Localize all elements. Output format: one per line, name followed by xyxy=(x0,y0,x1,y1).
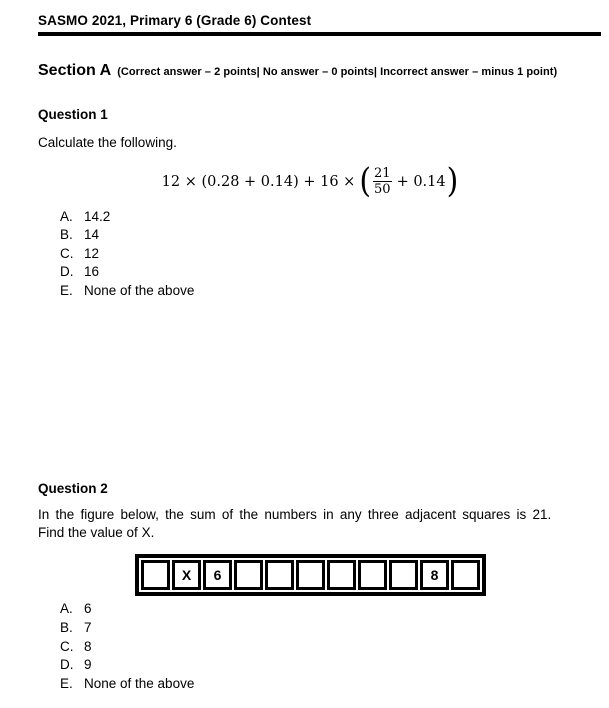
option-label: E. xyxy=(60,282,73,298)
option-text: 16 xyxy=(84,264,100,280)
option-item xyxy=(60,245,601,264)
section-a-scoring-note: (Correct answer – 2 points| No answer – 0 points| Incorrect answer – minus 1 point) xyxy=(117,66,558,78)
option-text: 7 xyxy=(84,620,92,636)
option-item xyxy=(60,282,601,301)
question-2-prompt xyxy=(38,506,583,541)
question-2-options xyxy=(38,600,601,693)
figure-cell xyxy=(141,560,170,590)
figure-cell xyxy=(234,560,263,590)
figure-cell xyxy=(327,560,356,590)
option-label: E. xyxy=(60,675,73,691)
figure-cell xyxy=(389,560,418,590)
option-item xyxy=(60,600,601,619)
figure-cell-value: 8 xyxy=(430,567,439,584)
section-a-heading xyxy=(38,62,601,80)
option-item xyxy=(60,226,601,245)
question-1-prompt: Calculate the following. xyxy=(38,135,177,150)
document-title: SASMO 2021, Primary 6 (Grade 6) Contest xyxy=(38,13,312,28)
option-text: 6 xyxy=(84,601,92,617)
option-item xyxy=(60,656,601,675)
figure-cell-value: 6 xyxy=(213,567,222,584)
question-1-title: Question 1 xyxy=(38,107,108,122)
question-1-formula xyxy=(38,160,583,204)
option-item xyxy=(60,675,601,694)
figure-cell xyxy=(265,560,294,590)
figure-cell xyxy=(203,560,232,590)
section-a-title: Section A xyxy=(38,62,112,79)
option-label: D. xyxy=(60,657,74,673)
option-text: 8 xyxy=(84,638,92,654)
fraction-denominator: 50 xyxy=(374,182,391,197)
figure-cell xyxy=(296,560,325,590)
question-2-title: Question 2 xyxy=(38,481,108,497)
figure-cell xyxy=(358,560,387,590)
option-label: B. xyxy=(60,227,73,243)
option-label: C. xyxy=(60,638,74,654)
question-2-figure-strip xyxy=(135,554,486,596)
formula-close-paren: ) xyxy=(446,161,459,201)
option-item xyxy=(60,619,601,638)
option-label: B. xyxy=(60,620,73,636)
option-item xyxy=(60,638,601,657)
option-text: None of the above xyxy=(84,675,195,691)
figure-cell-value: X xyxy=(181,567,192,584)
figure-cell xyxy=(420,560,449,590)
option-text: 14 xyxy=(84,227,100,243)
document-header xyxy=(38,13,601,36)
header-rule xyxy=(38,32,601,36)
option-item xyxy=(60,263,601,282)
option-text: None of the above xyxy=(84,282,195,298)
option-text: 9 xyxy=(84,657,92,673)
formula-tail: + 0.14 xyxy=(396,173,446,190)
option-label: C. xyxy=(60,245,74,261)
option-text: 14.2 xyxy=(84,208,111,224)
option-text: 12 xyxy=(84,245,100,261)
question-2-prompt-line1: In the figure below, the sum of the numbers in any three adjacent squares is 21. xyxy=(38,507,552,523)
figure-cell xyxy=(451,560,480,590)
fraction-numerator: 21 xyxy=(374,165,391,181)
question-1-options xyxy=(38,208,601,301)
figure-cell xyxy=(172,560,201,590)
option-item xyxy=(60,208,601,227)
formula-open-paren: ( xyxy=(359,161,372,201)
option-label: A. xyxy=(60,208,73,224)
formula-lead: 12 × (0.28 + 0.14) + 16 × xyxy=(161,173,356,190)
formula-fraction xyxy=(373,166,392,198)
option-label: A. xyxy=(60,601,73,617)
option-label: D. xyxy=(60,264,74,280)
question-2-prompt-line2: Find the value of X. xyxy=(38,524,155,540)
